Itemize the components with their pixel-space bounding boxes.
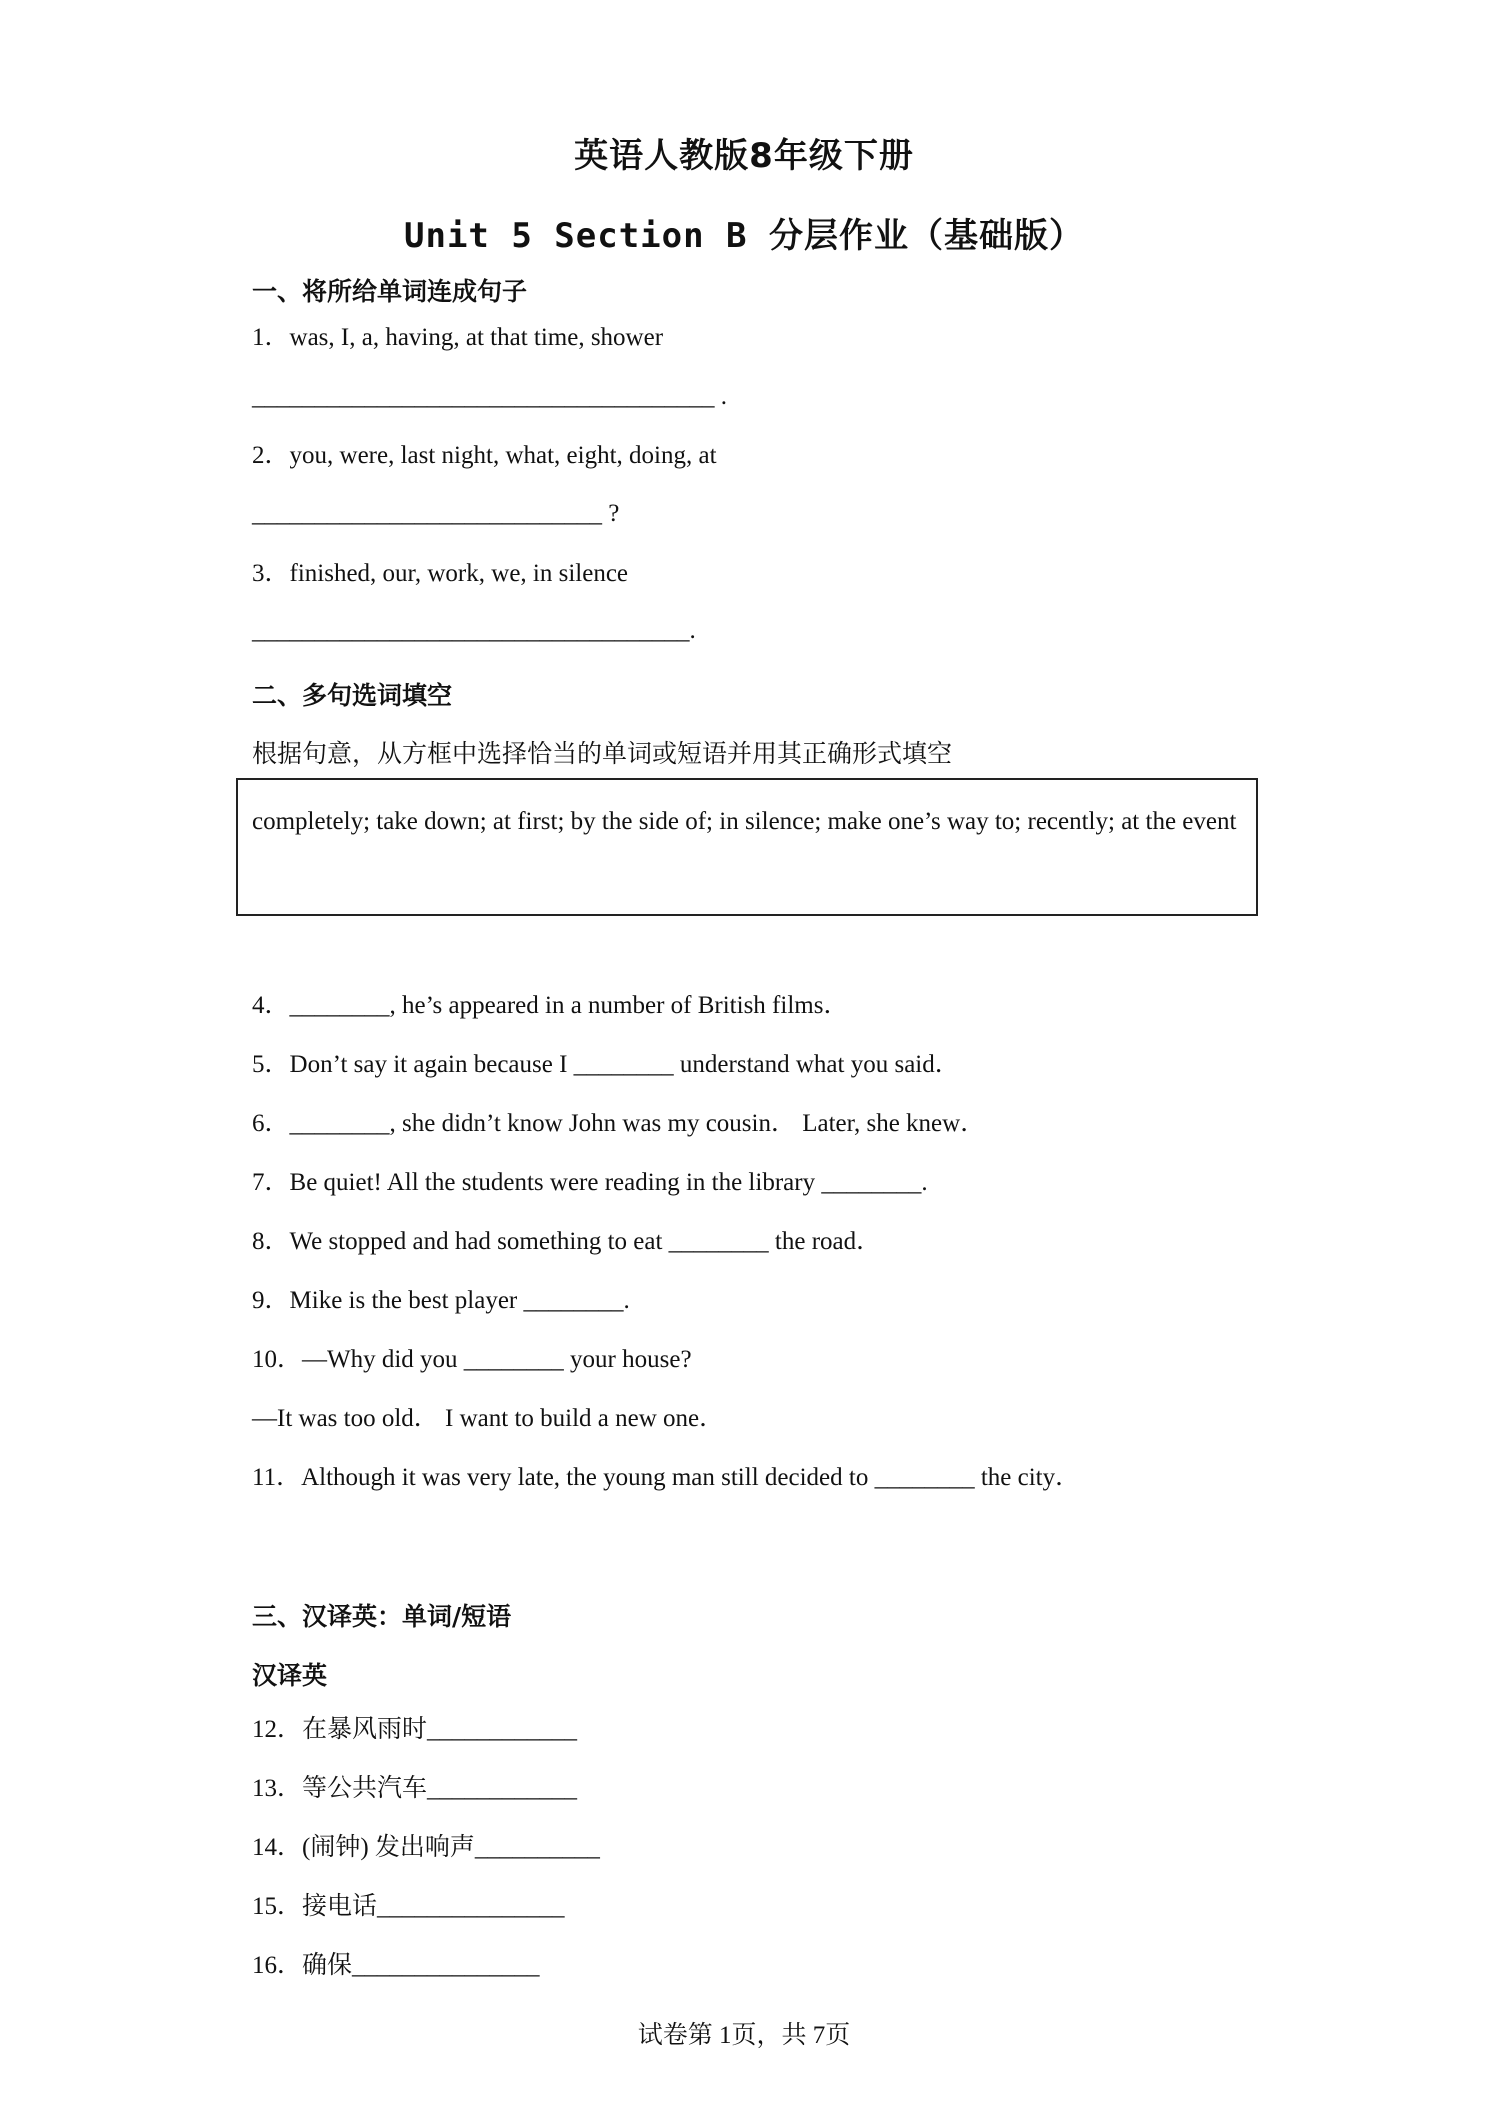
question-text: 在暴风雨时____________	[302, 1716, 578, 1743]
question-13	[252, 1773, 577, 1805]
question-7	[252, 1167, 928, 1199]
question-16	[252, 1950, 540, 1982]
question-number: 14．	[252, 1834, 303, 1861]
question-text: finished, our, work, we, in silence	[289, 560, 629, 587]
question-10-reply	[252, 1403, 724, 1435]
question-9	[252, 1285, 630, 1317]
answer-line-1[interactable]: _____________________________________ .	[252, 383, 727, 410]
question-number: 1．	[252, 324, 290, 351]
question-text: Although it was very late, the young man still decided to ________ the city．	[301, 1464, 1081, 1491]
section1-heading: 一、将所给单词连成句子	[252, 277, 528, 306]
page-footer: 试卷第 1页，共 7页	[637, 2022, 851, 2049]
page-title: 英语人教版8年级下册	[574, 136, 914, 176]
word-box-text: completely; take down; at first; by the side of; in silence; make one’s way to; recently; at the event	[252, 808, 1237, 835]
question-text: Mike is the best player ________.	[289, 1287, 630, 1314]
question-number: 12．	[252, 1716, 303, 1743]
question-number: 7．	[252, 1169, 290, 1196]
question-text: you, were, last night, what, eight, doing, at	[289, 442, 717, 469]
question-number: 9．	[252, 1287, 290, 1314]
word-box	[236, 778, 1258, 916]
question-number: 13．	[252, 1775, 303, 1802]
question-10	[252, 1344, 692, 1376]
question-text: 确保_______________	[302, 1952, 540, 1979]
question-number: 6．	[252, 1110, 290, 1137]
question-text: was, I, a, having, at that time, shower	[289, 324, 664, 351]
question-2	[252, 440, 717, 472]
question-number: 4．	[252, 992, 290, 1019]
question-number: 16．	[252, 1952, 303, 1979]
question-4	[252, 990, 848, 1022]
section2-instruction: 根据句意，从方框中选择恰当的单词或短语并用其正确形式填空	[252, 739, 953, 768]
section3-subheading: 汉译英	[252, 1661, 328, 1690]
question-number: 11．	[252, 1464, 302, 1491]
question-number: 10．	[252, 1346, 303, 1373]
question-text: —It was too old． I want to build a new one．	[252, 1405, 725, 1432]
question-text: ________, she didn’t know John was my cousin． Later, she knew．	[289, 1110, 986, 1137]
question-14	[252, 1832, 600, 1864]
question-11	[252, 1462, 1080, 1494]
section2-heading: 二、多句选词填空	[252, 681, 453, 710]
question-8	[252, 1226, 881, 1258]
section3-heading: 三、汉译英：单词/短语	[252, 1602, 512, 1631]
question-text: Don’t say it again because I ________ understand what you said．	[289, 1051, 960, 1078]
answer-line-3[interactable]: ___________________________________.	[252, 617, 696, 644]
question-text: 等公共汽车____________	[302, 1775, 578, 1802]
question-6	[252, 1108, 985, 1140]
question-text: —Why did you ________ your house?	[302, 1346, 692, 1373]
question-1	[252, 322, 663, 354]
question-text: We stopped and had something to eat ________ the road．	[289, 1228, 882, 1255]
question-number: 8．	[252, 1228, 290, 1255]
question-5	[252, 1049, 960, 1081]
question-text: (闹钟) 发出响声__________	[302, 1834, 600, 1861]
question-text: 接电话_______________	[302, 1893, 565, 1920]
question-12	[252, 1714, 577, 1746]
question-number: 5．	[252, 1051, 290, 1078]
question-text: ________, he’s appeared in a number of British films．	[289, 992, 849, 1019]
answer-line-2[interactable]: ____________________________ ?	[252, 500, 620, 527]
question-text: Be quiet! All the students were reading in the library ________.	[289, 1169, 928, 1196]
question-number: 2．	[252, 442, 290, 469]
question-3	[252, 558, 628, 590]
question-number: 3．	[252, 560, 290, 587]
question-15	[252, 1891, 565, 1923]
page-subtitle: Unit 5 Section B 分层作业（基础版）	[404, 216, 1084, 256]
question-number: 15．	[252, 1893, 303, 1920]
